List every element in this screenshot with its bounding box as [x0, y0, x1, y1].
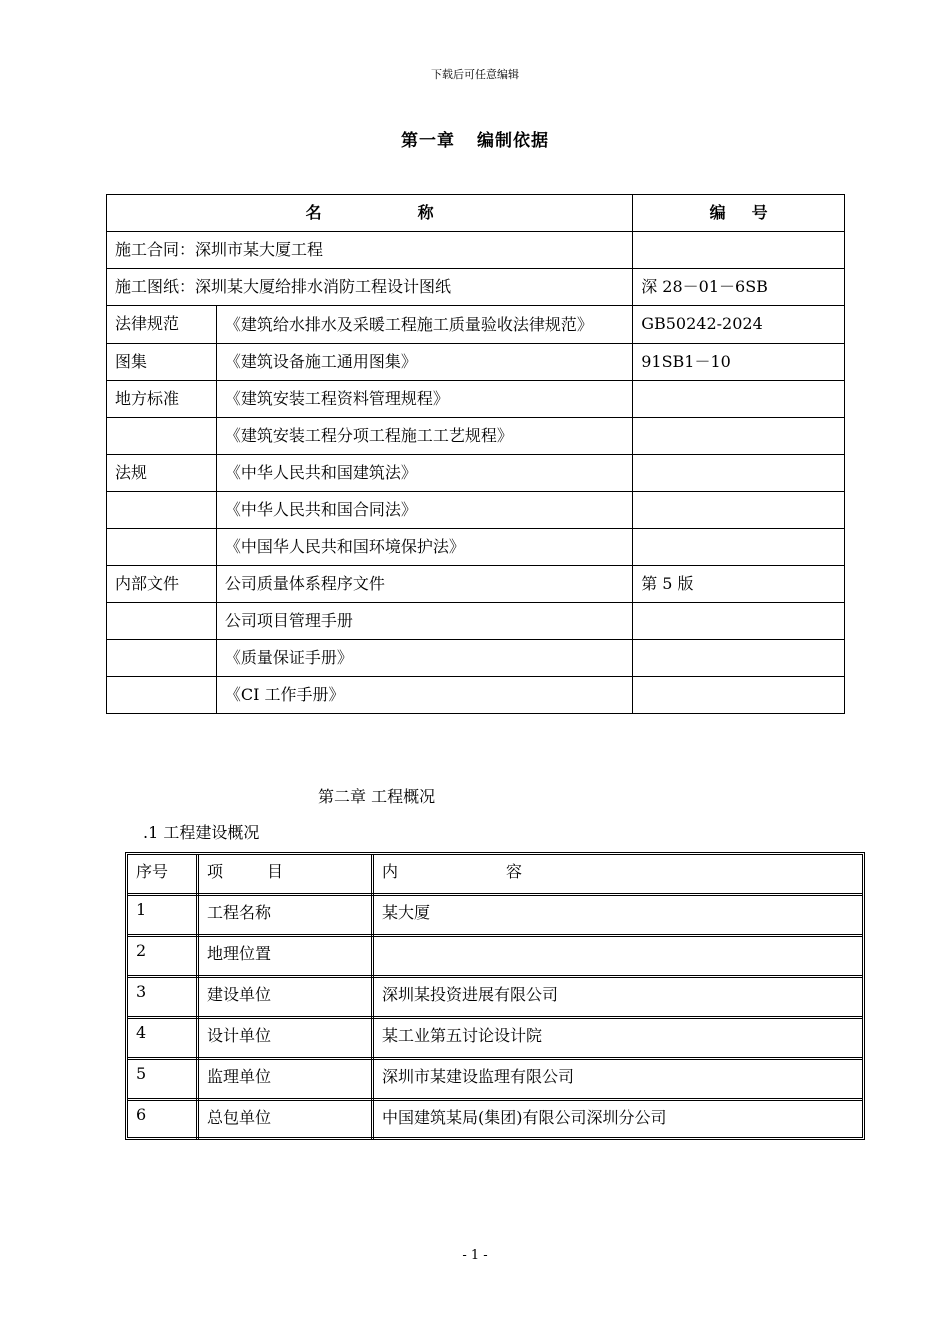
header-code-b: 号 — [751, 203, 768, 222]
table-row — [128, 1018, 862, 1059]
overview-table — [128, 855, 862, 1139]
basis-code — [633, 455, 845, 492]
table-row — [107, 677, 845, 714]
basis-name: 《质量保证手册》 — [216, 640, 632, 677]
table-row — [107, 344, 845, 381]
basis-category: 法律规范 — [107, 306, 217, 344]
row-no: 5 — [128, 1059, 198, 1100]
table-row — [128, 895, 862, 936]
basis-category: 地方标准 — [107, 381, 217, 418]
table-row — [128, 936, 862, 977]
header-content-a: 内 — [382, 862, 399, 881]
table-row — [107, 306, 845, 344]
basis-category — [107, 529, 217, 566]
page-number: - 1 - — [462, 1248, 488, 1263]
basis-name: 《建筑给水排水及采暖工程施工质量验收法律规范》 — [216, 306, 632, 344]
row-content: 某工业第五讨论设计院 — [373, 1018, 863, 1059]
basis-code — [633, 640, 845, 677]
basis-table — [106, 194, 845, 714]
header-item-a: 项 — [207, 862, 224, 881]
header-name-b: 称 — [417, 203, 434, 222]
basis-code: 第 5 版 — [633, 566, 845, 603]
basis-code: 深 28－01－6SB — [633, 269, 845, 306]
row-no: 2 — [128, 936, 198, 977]
header-code — [633, 195, 845, 232]
basis-code: GB50242-2024 — [633, 306, 845, 344]
table-row — [128, 1100, 862, 1140]
basis-full: 施工合同：深圳市某大厦工程 — [107, 232, 633, 269]
basis-category: 图集 — [107, 344, 217, 381]
basis-category — [107, 418, 217, 455]
basis-name: 公司项目管理手册 — [216, 603, 632, 640]
row-item: 建设单位 — [198, 977, 373, 1018]
basis-full: 施工图纸：深圳某大厦给排水消防工程设计图纸 — [107, 269, 633, 306]
row-item: 地理位置 — [198, 936, 373, 977]
basis-code — [633, 529, 845, 566]
basis-name: 《建筑设备施工通用图集》 — [216, 344, 632, 381]
basis-name: 《中华人民共和国建筑法》 — [216, 455, 632, 492]
section-title: .1 工程建设概况 — [143, 823, 260, 842]
basis-category — [107, 492, 217, 529]
header-code-a: 编 — [709, 203, 726, 222]
chapter1-number: 第一章 — [401, 131, 455, 151]
basis-category — [107, 603, 217, 640]
table-row — [128, 1059, 862, 1100]
basis-name: 《中国华人民共和国环境保护法》 — [216, 529, 632, 566]
row-no: 6 — [128, 1100, 198, 1140]
header-name-a: 名 — [305, 203, 322, 222]
table-row — [107, 455, 845, 492]
chapter2-title: 第二章 工程概况 — [318, 787, 436, 806]
chapter1-title — [0, 126, 950, 151]
row-item: 设计单位 — [198, 1018, 373, 1059]
basis-name: 《CI 工作手册》 — [216, 677, 632, 714]
row-item: 工程名称 — [198, 895, 373, 936]
chapter1-heading: 编制依据 — [477, 131, 549, 151]
header-name — [107, 195, 633, 232]
row-item: 监理单位 — [198, 1059, 373, 1100]
header-item — [198, 855, 373, 895]
overview-table-header — [128, 855, 862, 895]
header-content-b: 容 — [506, 862, 523, 881]
row-no: 3 — [128, 977, 198, 1018]
basis-code — [633, 381, 845, 418]
basis-name: 公司质量体系程序文件 — [216, 566, 632, 603]
table-row — [107, 566, 845, 603]
basis-category — [107, 677, 217, 714]
basis-table-header — [107, 195, 845, 232]
row-content: 中国建筑某局(集团)有限公司深圳分公司 — [382, 1108, 667, 1127]
header-item-b: 目 — [267, 862, 284, 881]
table-row — [128, 977, 862, 1018]
table-row — [107, 529, 845, 566]
row-content: 深圳市某建设监理有限公司 — [373, 1059, 863, 1100]
basis-category: 法规 — [107, 455, 217, 492]
overview-table-frame — [125, 852, 865, 1140]
table-row — [107, 418, 845, 455]
header-no: 序号 — [128, 855, 198, 895]
table-row — [107, 492, 845, 529]
basis-code — [633, 232, 845, 269]
basis-name: 《建筑安装工程分项工程施工工艺规程》 — [216, 418, 632, 455]
basis-name: 《建筑安装工程资料管理规程》 — [216, 381, 632, 418]
row-no: 1 — [128, 895, 198, 936]
table-row — [107, 640, 845, 677]
row-content — [373, 936, 863, 977]
basis-code — [633, 418, 845, 455]
row-content: 某大厦 — [373, 895, 863, 936]
row-item: 总包单位 — [198, 1100, 373, 1140]
basis-code — [633, 677, 845, 714]
table-row — [107, 232, 845, 269]
row-content: 深圳某投资进展有限公司 — [373, 977, 863, 1018]
basis-category: 内部文件 — [107, 566, 217, 603]
header-note: 下载后可任意编辑 — [431, 68, 519, 81]
header-content — [373, 855, 863, 895]
row-no: 4 — [128, 1018, 198, 1059]
basis-category — [107, 640, 217, 677]
table-row — [107, 381, 845, 418]
basis-code — [633, 603, 845, 640]
table-row — [107, 269, 845, 306]
basis-name: 《中华人民共和国合同法》 — [216, 492, 632, 529]
basis-code — [633, 492, 845, 529]
basis-code: 91SB1－10 — [633, 344, 845, 381]
table-row — [107, 603, 845, 640]
